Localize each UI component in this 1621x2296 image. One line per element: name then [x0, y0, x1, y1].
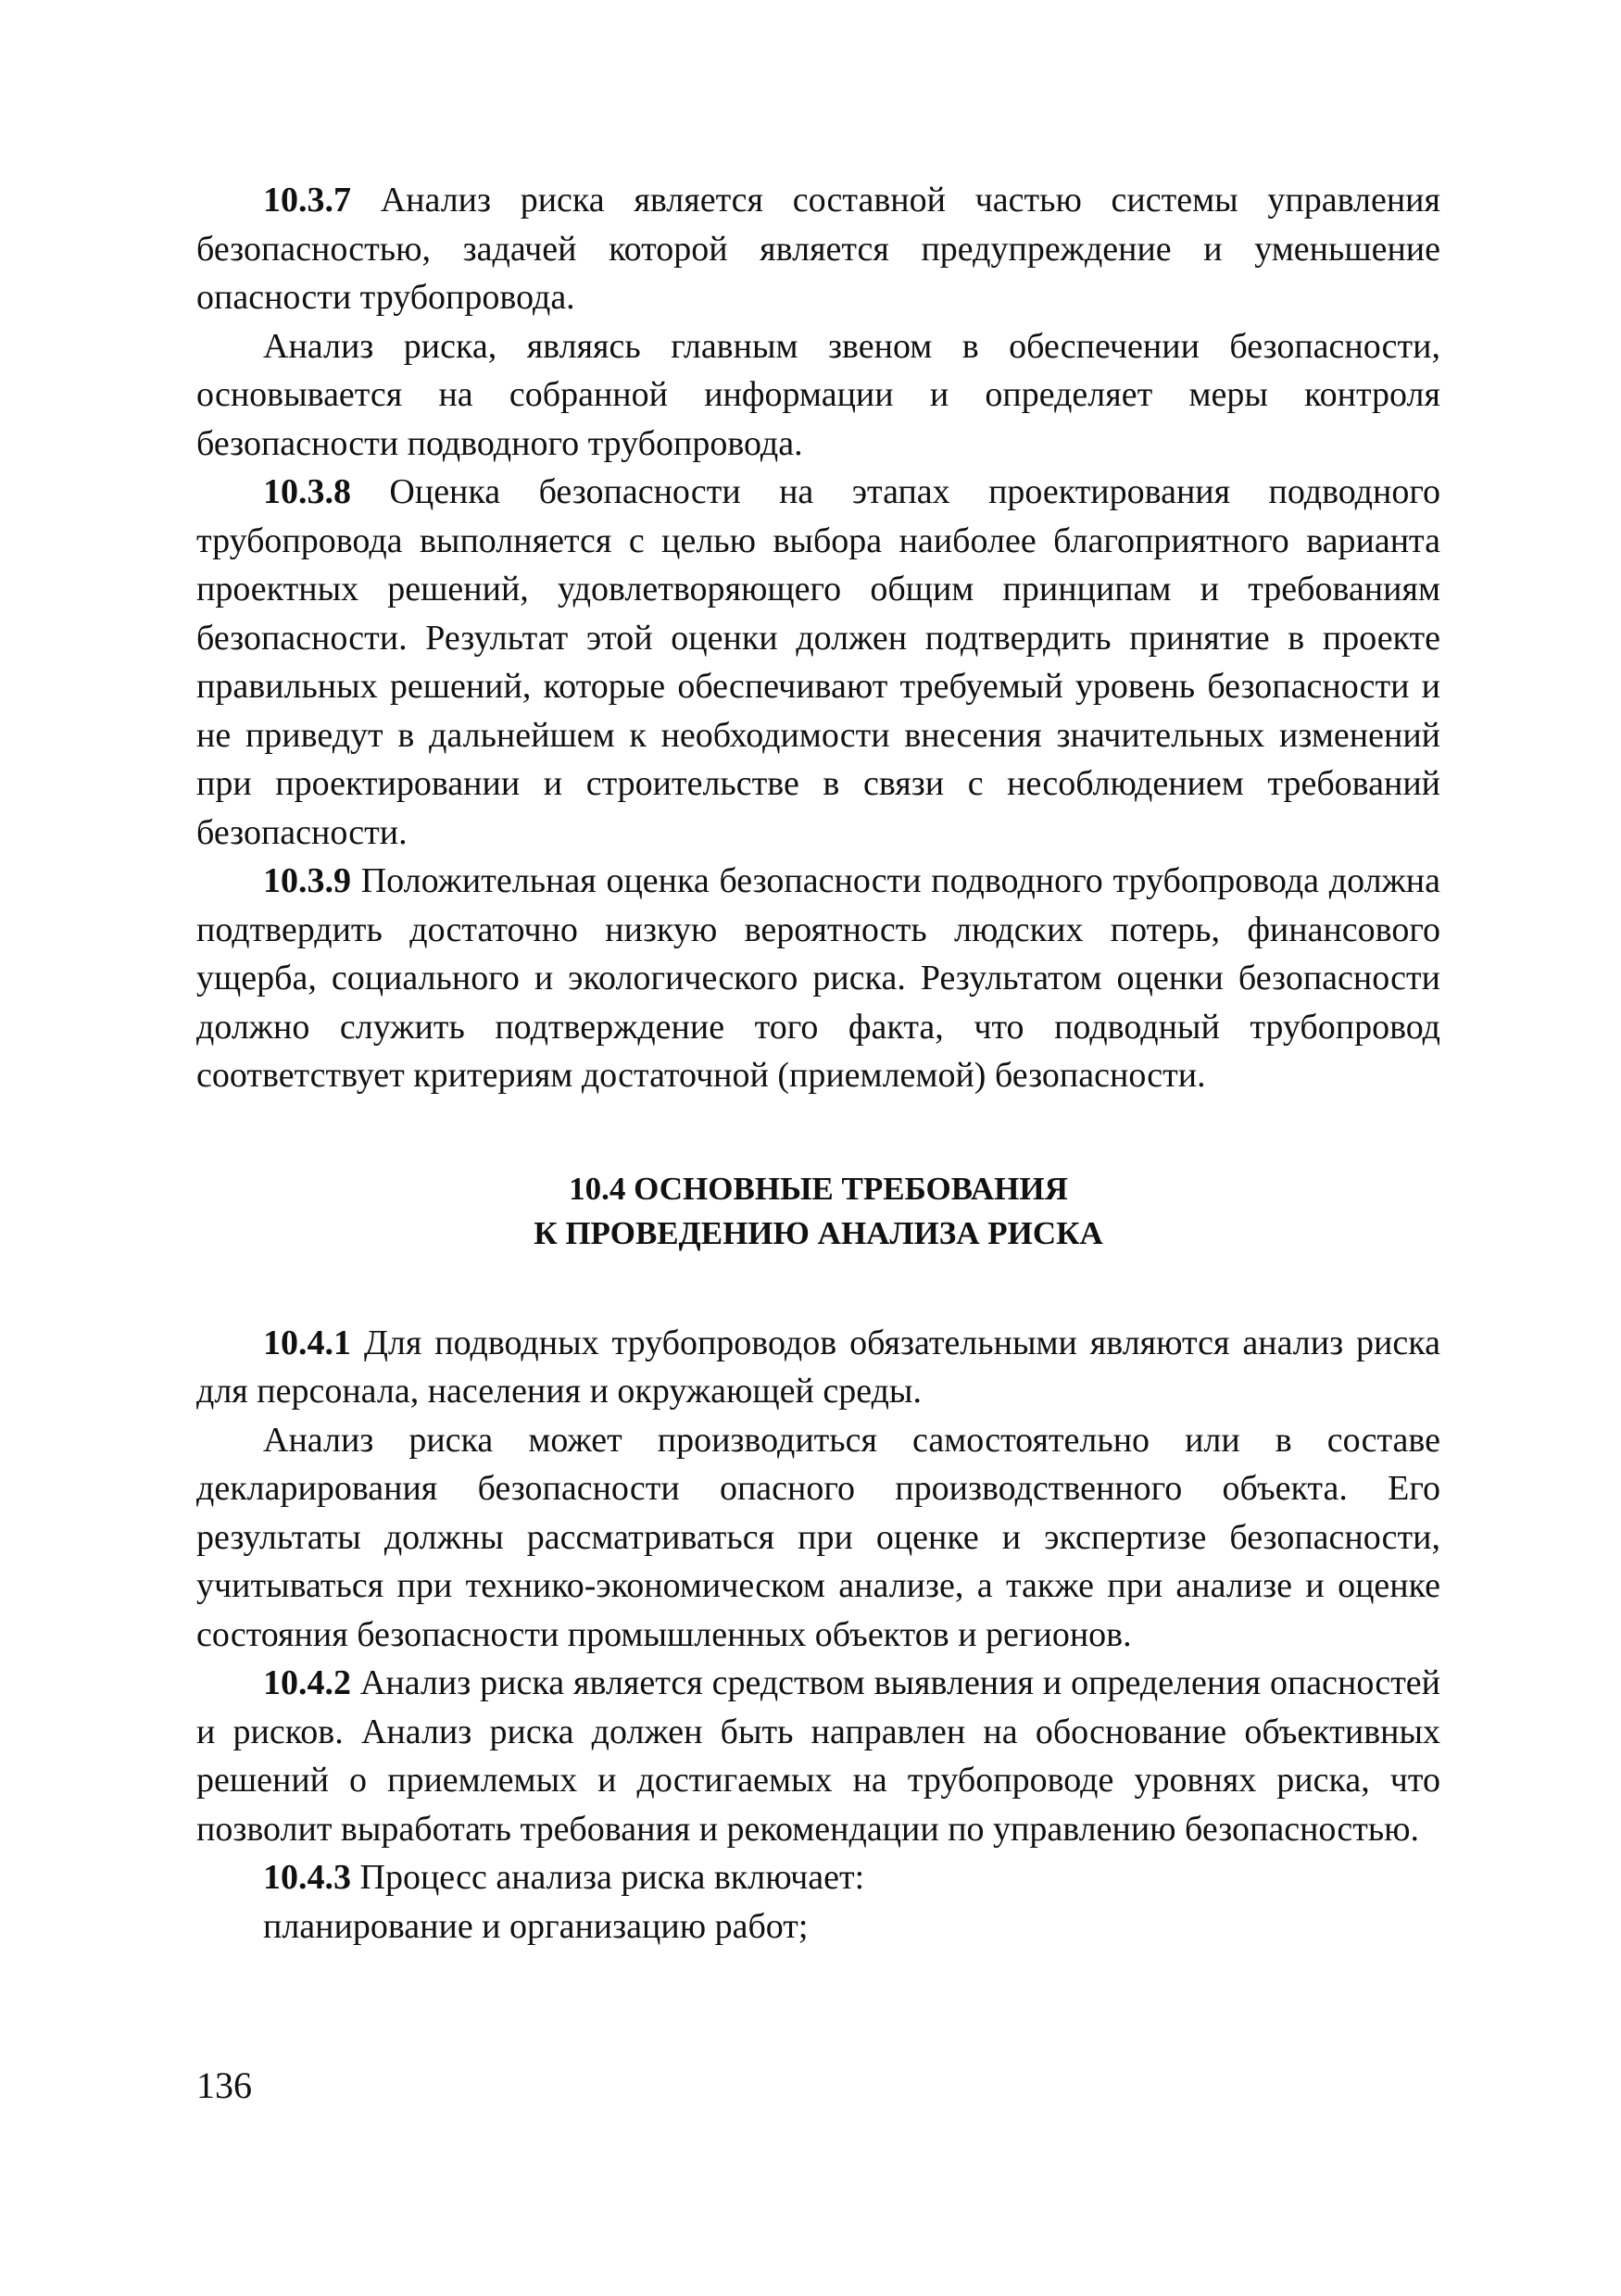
paragraph-text: Положительная оценка безопасности подводного трубопровода должна подтвердить достаточно низкую вероятность людских потерь, финансового ущерба, социального и экологического риска. Результатом оценки безопасности должно служить подтверждение того факта, что подводный трубопровод соответствует критериям достаточной (приемлемой) безопасности.	[196, 861, 1440, 1095]
section-heading-10-4	[196, 1167, 1440, 1256]
paragraph-text: Для подводных трубопроводов обязательными являются анализ риска для персонала, населения и окружающей среды.	[196, 1323, 1440, 1411]
paragraph-10-4-3	[196, 1853, 1440, 1902]
list-item: планирование и организацию работ;	[263, 1906, 809, 1946]
clause-number: 10.4.1	[263, 1323, 351, 1362]
clause-number: 10.3.9	[263, 861, 351, 900]
paragraph-10-4-2	[196, 1659, 1440, 1853]
section-heading-line-2: К ПРОВЕДЕНИЮ АНАЛИЗА РИСКА	[534, 1214, 1103, 1251]
paragraph-10-3-8	[196, 468, 1440, 857]
page-number: 136	[196, 2064, 252, 2106]
paragraph-text: Процесс анализа риска включает:	[351, 1858, 865, 1897]
clause-number: 10.4.3	[263, 1858, 351, 1897]
paragraph-text: Анализ риска является составной частью системы управления безопасностью, задачей которой является предупреждение и уменьшение опасности трубопровода.	[196, 181, 1440, 317]
clause-number: 10.4.2	[263, 1663, 351, 1702]
paragraph-10-3-7	[196, 176, 1440, 322]
paragraph-10-4-1-continued: Анализ риска может производиться самостоятельно или в составе декларирования безопасности опасного производственного объекта. Его результаты должны рассматриваться при оценке и экспертизе безопасности, учитываться при технико-экономическом анализе, а также при анализе и оценке состояния безопасности промышленных объектов и регионов.	[196, 1420, 1440, 1654]
clause-number: 10.3.7	[263, 181, 351, 220]
clause-number: 10.3.8	[263, 472, 351, 511]
section-heading-line-1: 10.4 ОСНОВНЫЕ ТРЕБОВАНИЯ	[569, 1170, 1068, 1207]
paragraph-10-3-9	[196, 857, 1440, 1100]
paragraph-text: Анализ риска является средством выявления и определения опасностей и рисков. Анализ риска должен быть направлен на обоснование объективных решений о приемлемых и достигаемых на трубопроводе уровнях риска, что позволит выработать требования и рекомендации по управлению безопасностью.	[196, 1663, 1440, 1849]
page-content	[196, 176, 1440, 1951]
paragraph-text: Оценка безопасности на этапах проектирования подводного трубопровода выполняется с целью выбора наиболее благоприятного варианта проектных решений, удовлетворяющего общим принципам и требованиям безопасности. Результат этой оценки должен подтвердить принятие в проекте правильных решений, которые обеспечивают требуемый уровень безопасности и не приведут в дальнейшем к необходимости внесения значительных изменений при проектировании и строительстве в связи с несоблюдением требований безопасности.	[196, 472, 1440, 852]
paragraph-10-3-7-continued: Анализ риска, являясь главным звеном в обеспечении безопасности, основывается на собранной информации и определяет меры контроля безопасности подводного трубопровода.	[196, 326, 1440, 463]
paragraph-10-4-1	[196, 1319, 1440, 1416]
